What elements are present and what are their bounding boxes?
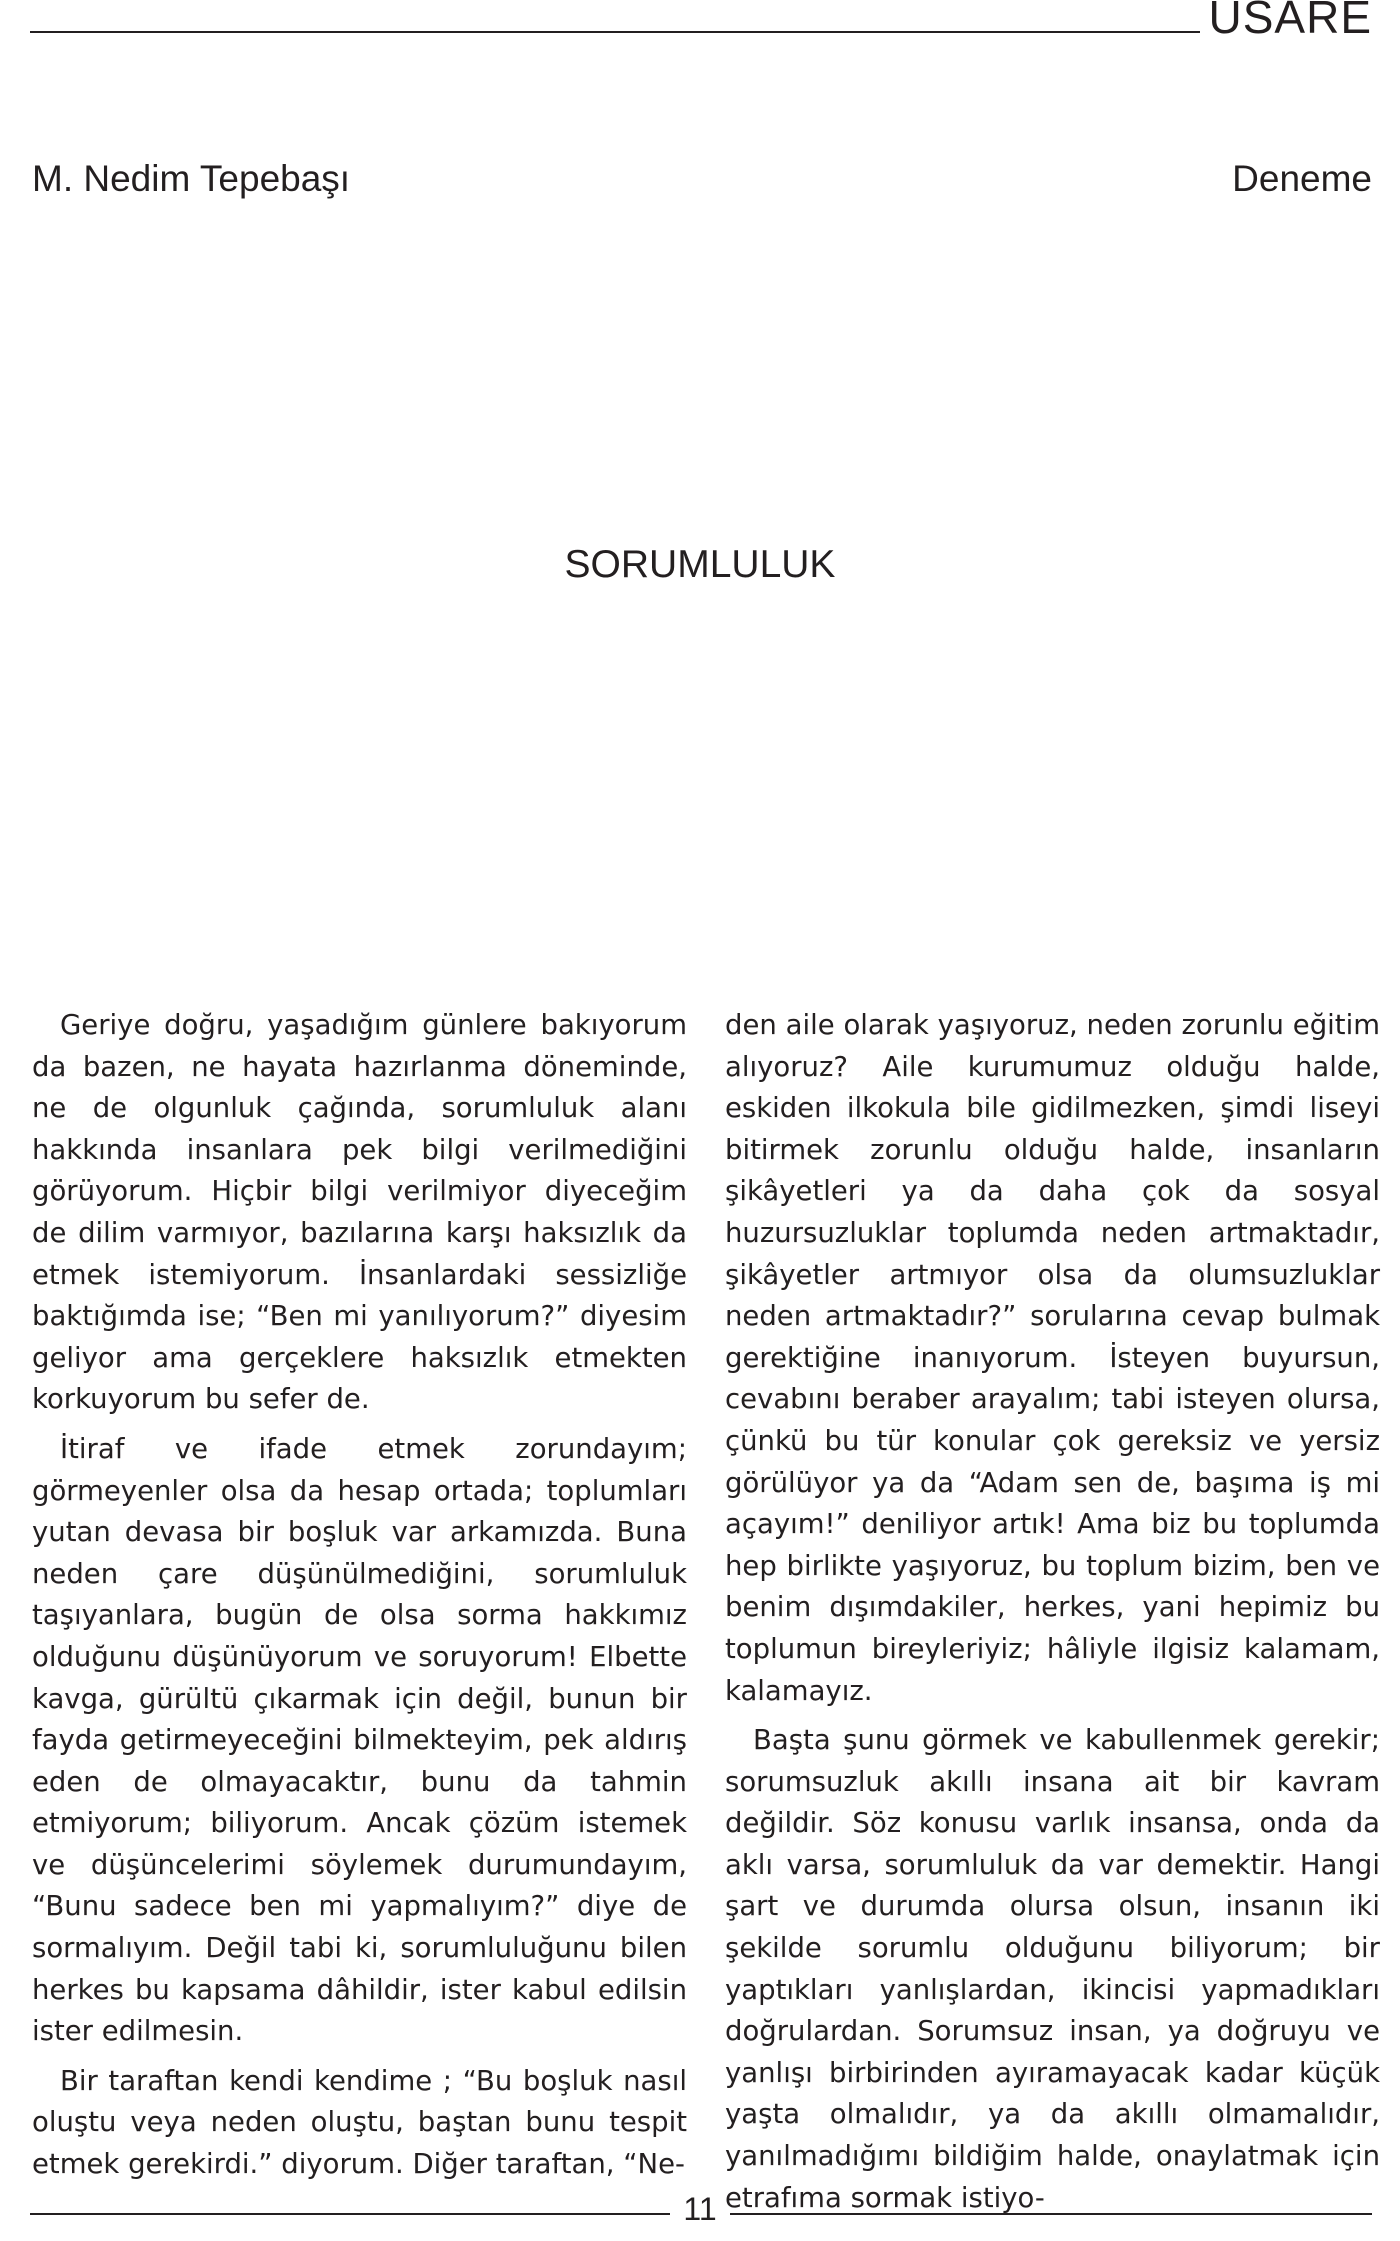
magazine-name: USARE <box>1208 0 1372 43</box>
page-number: 11 <box>683 2191 717 2227</box>
footer-rule-left <box>30 2213 670 2215</box>
paragraph: Başta şunu görmek ve kabullenmek gerekir; sorumsuzluk akıllı insana ait bir kavram değildir. Söz konusu varlık insansa, onda da aklı varsa, sorumluluk da var demektir. Hangi şart ve durumda olursa olsun, insanın iki şekilde sorumlu olduğunu biliyorum; bir yaptıkları yanlışlardan, ikincisi yapmadıkları doğrulardan. Sorumsuz insan, ya doğruyu ve yanlışı birbirinden ayıramayacak kadar küçük yaşta olmalıdır, ya da akıllı olmamalıdır, yanılmadığımı bildiğim halde, onaylatmak için etrafıma sormak istiyo- <box>725 1724 1380 2214</box>
paragraph: İtiraf ve ifade etmek zorundayım; görmeyenler olsa da hesap ortada; toplumları yutan devasa bir boşluk var arkamızda. Buna neden çare düşünülmediğini, sorumluluk taşıyanlara, bugün de olsa sorma hakkımız olduğunu düşünüyorum ve soruyorum! Elbette kavga, gürültü çıkarmak için değil, bunun bir fayda getirmeyeceğini bilmekteyim, pek aldırış eden de olmayacaktır, bunu da tahmin etmiyorum; biliyorum. Ancak çözüm istemek ve düşüncelerimi söylemek durumundayım, “Bunu sadece ben mi yapmalıyım?” diye de sormalıyım. Değil tabi ki, sorumluluğunu bilen herkes bu kapsama dâhildir, ister kabul edilsin ister edilmesin. <box>32 1432 687 2048</box>
paragraph: Bir taraftan kendi kendime ; “Bu boşluk nasıl oluştu veya neden oluştu, baştan bunu tespit etmek gerekirdi.” diyorum. Diğer taraftan, “Ne- <box>32 2064 687 2181</box>
article-title: SORUMLULUK <box>564 543 836 586</box>
header-rule <box>30 31 1200 33</box>
genre-label: Deneme <box>1232 158 1372 199</box>
left-column <box>32 1005 687 2186</box>
paragraph: den aile olarak yaşıyoruz, neden zorunlu eğitim alıyoruz? Aile kurumumuz olduğu halde, eskiden ilkokula bile gidilmezken, şimdi liseyi bitirmek zorunlu olduğu halde, insanların şikâyetleri ya da daha çok da sosyal huzursuzluklar toplumda neden artmaktadır, şikâyetler artmıyor olsa da olumsuzluklar neden artmaktadır?” sorularına cevap bulmak gerektiğine inanıyorum. İsteyen buyursun, cevabını beraber arayalım; tabi isteyen olursa, çünkü bu tür konular çok gereksiz ve yersiz görülüyor ya da “Adam sen de, başıma iş mi açayım!” deniliyor artık! Ama biz bu toplumda hep birlikte yaşıyoruz, bu toplum bizim, ben ve benim dışımdakiler, herkes, yani hepimiz bu toplumun bireyleriyiz; hâliyle ilgisiz kalamam, kalamayız. <box>725 1009 1380 1707</box>
paragraph: Geriye doğru, yaşadığım günlere bakıyorum da bazen, ne hayata hazırlanma döneminde, ne de olgunluk çağında, sorumluluk alanı hakkında insanlara pek bilgi verilmediğini görüyorum. Hiçbir bilgi verilmiyor diyeceğim de dilim varmıyor, bazılarına karşı haksızlık da etmek istemiyorum. İnsanlardaki sessizliğe baktığımda ise; “Ben mi yanılıyorum?” diyesim geliyor ama gerçeklere haksızlık etmekten korkuyorum bu sefer de. <box>32 1009 687 1416</box>
footer-rule-right <box>730 2213 1372 2215</box>
right-column <box>725 1005 1380 2219</box>
author-name: M. Nedim Tepebaşı <box>32 158 351 199</box>
